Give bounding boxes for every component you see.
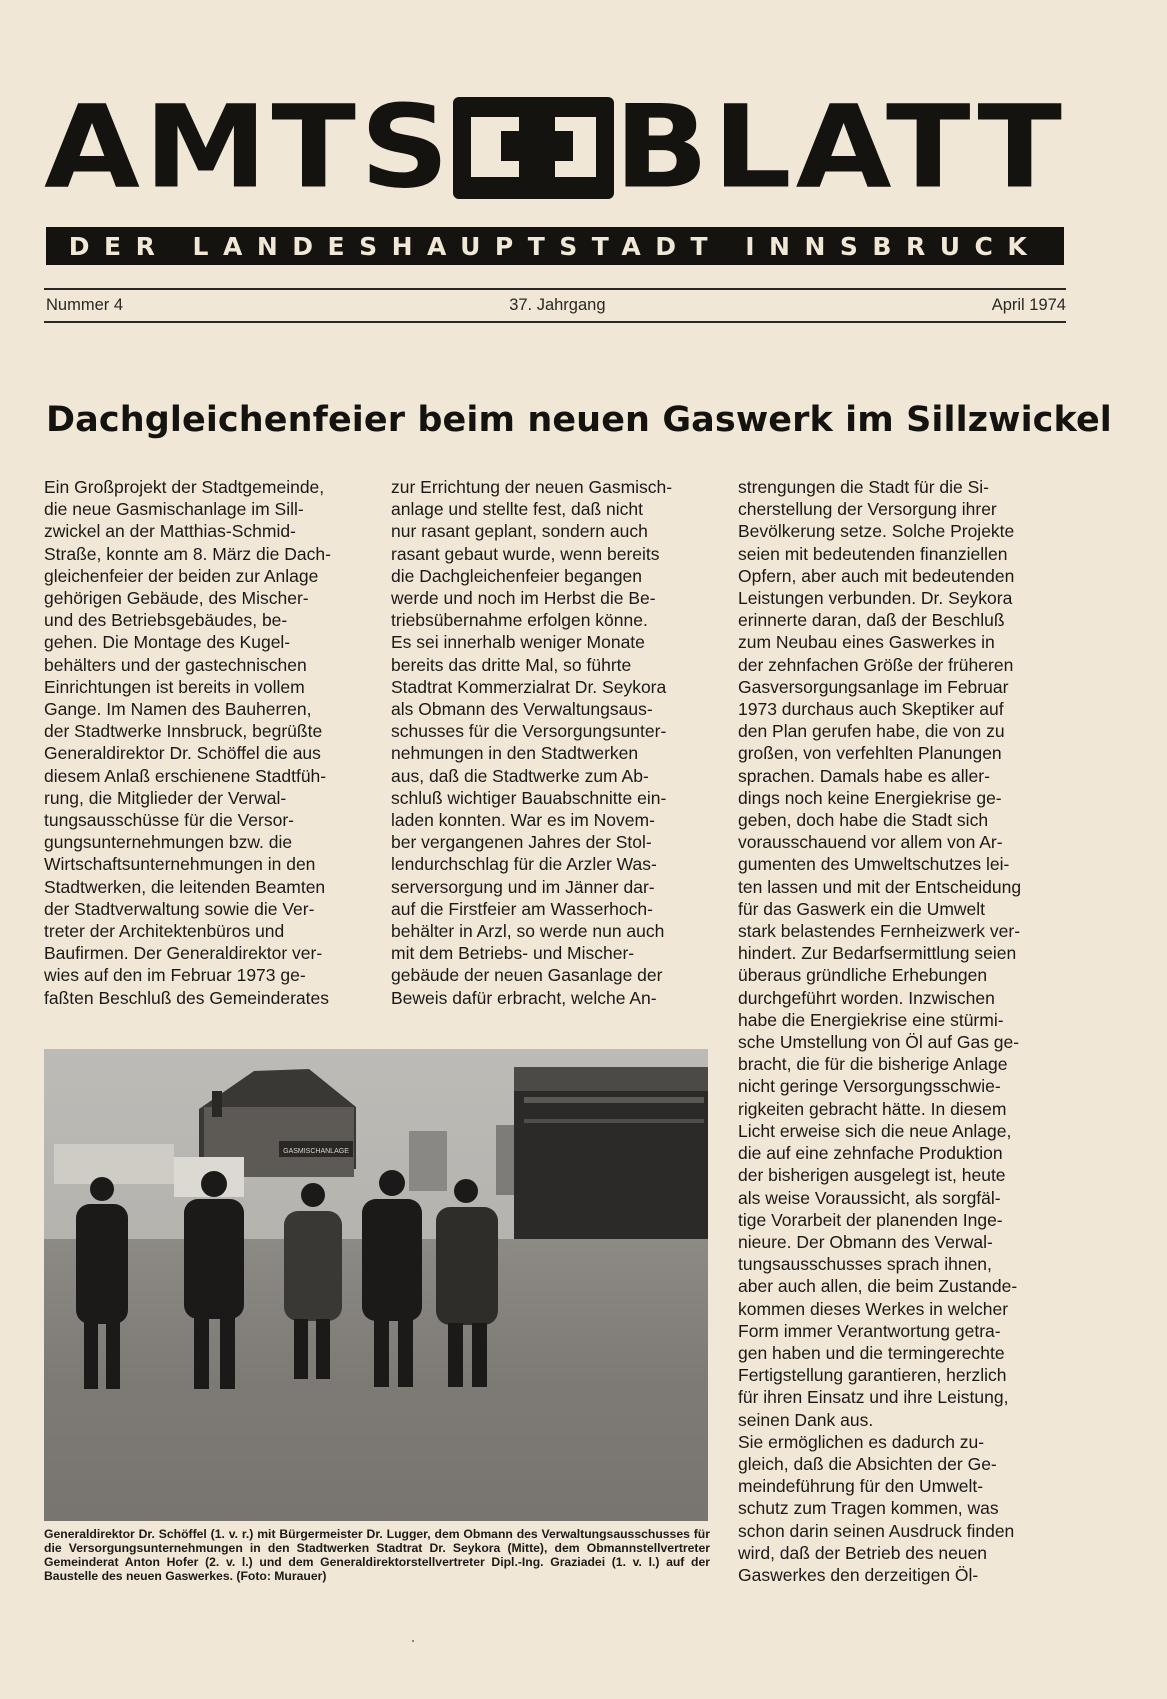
article-column-3: strengungen die Stadt für die Si- cherstellung der Versorgung ihrer Bevölkerung setze. Solche Projekte seien mit bedeutenden finanziellen Opfern, aber auch mit bedeutenden Leistungen verbunden. Dr. Seykora erinnerte daran, daß der Beschluß zum Neubau eines Gaswerkes in der zehnfachen Größe der früheren Gasversorgungsanlage im Februar 1973 durchaus auch Skeptiker auf den Plan gerufen habe, die von zu großen, von verfehlten Planungen sprachen. Damals habe es aller- dings noch keine Energiekrise ge- geben, doch habe die Stadt sich vorausschauend vor allem von Ar- gumenten des Umweltschutzes lei- ten lassen und mit der Entscheidung für das Gaswerk ein die Umwelt stark belastendes Fernheizwerk ver- hindert. Zur Bedarfsermittlung seien überaus gründliche Erhebungen durchgeführt worden. Inzwischen habe die Energiekrise eine stürmi- sche Umstellung von Öl auf Gas ge- bracht, die für die bisherige Anlage nicht geringe Versorgungsschwie- rigkeiten gebracht hätte. In diesem Licht erweise sich die neue Anlage, die auf eine zehnfache Produktion der bisherigen ausgelegt ist, heute als weise Voraussicht, als sorgfäl- tige Vorarbeit der planenden Inge- nieure. Der Obmann des Verwal- tungsausschusses sprach ihnen, aber auch allen, die beim Zustande- kommen dieses Werkes in welcher Form immer Verantwortung getra- gen haben und die termingerechte Fertigstellung garantieren, herzlich für ihren Einsatz und ihre Leistung, seinen Dank aus. Sie ermöglichen es dadurch zu- gleich, daß die Absichten der Ge- meindeführung für den Umwelt- schutz zum Tragen kommen, was schon darin seinen Ausdruck finden wird, daß der Betrieb des neuen Gaswerkes den derzeitigen Öl- [738,477,1022,1585]
paper-speck [412,1640,414,1642]
bottom-rule [44,321,1066,323]
article-column-1: Ein Großprojekt der Stadtgemeinde, die neue Gasmischanlage im Sill- zwickel an der Matthias-Schmid- Straße, konnte am 8. März die Dach- gleichenfeier der beiden zur Anlage gehörigen Gebäude, des Mischer- und des Betriebsgebäudes, be- gehen. Die Montage des Kugel- behälters und der gastechnischen Einrichtungen ist bereits in vollem Gange. Im Namen des Bauherren, der Stadtwerke Innsbruck, begrüßte Generaldirektor Dr. Schöffel die aus diesem Anlaß erschienene Stadtfüh- rung, die Mitglieder der Verwal- tungsausschüsse für die Versor- gungsunternehmungen bzw. die Wirtschaftsunternehmungen in den Stadtwerken, die leitenden Beamten der Stadtverwaltung sowie die Ver- treter der Architektenbüros und Baufirmen. Der Generaldirektor ver- wies auf den im Februar 1973 ge- faßten Beschluß des Gemeinderates [44,477,331,1008]
issue-info [46,296,1066,315]
coat-of-arms-icon [453,97,614,199]
masthead-word-left: AMTS [44,81,454,215]
masthead-subtitle: DER LANDESHAUPTSTADT INNSBRUCK [68,231,1042,261]
issue-volume: 37. Jahrgang [509,296,606,314]
construction-site-photo [44,1049,708,1521]
masthead-word-right: BLATT [614,81,1066,215]
masthead [44,81,1066,215]
issue-date: April 1974 [991,296,1066,314]
photo-sign: GASMISCHANLAGE [283,1148,349,1155]
article-headline: Dachgleichenfeier beim neuen Gaswerk im Sillzwickel [46,400,1112,440]
photo-caption: Generaldirektor Dr. Schöffel (1. v. r.) mit Bürgermeister Dr. Lugger, dem Obmann des Verwaltungsausschusses für die Versorgungsunternehmungen in den Stadtwerken Stadtrat Dr. Seykora (Mitte), dem Obmannstellvertreter Gemeinderat Anton Hofer (2. v. l.) und dem Generaldirektorstellvertreter Dipl.-Ing. Graziadei (1. v. l.) auf der Baustelle des neuen Gaswerkes. (Foto: Murauer) [44,1527,710,1583]
top-rule [44,288,1066,290]
masthead-subtitle-bar [46,227,1064,265]
issue-number: Nummer 4 [46,296,124,314]
article-column-2: zur Errichtung der neuen Gasmisch- anlage und stellte fest, daß nicht nur rasant geplant, sondern auch rasant gebaut wurde, wenn bereits die Dachgleichenfeier begangen werde und noch im Herbst die Be- triebsübernahme erfolgen könne. Es sei innerhalb weniger Monate bereits das dritte Mal, so führte Stadtrat Kommerzialrat Dr. Seykora als Obmann des Verwaltungsaus- schusses für die Versorgungsunter- nehmungen in den Stadtwerken aus, daß die Stadtwerke zum Ab- schluß wichtiger Bauabschnitte ein- laden konnten. War es im Novem- ber vergangenen Jahres der Stol- lendurchschlag für die Arzler Was- serversorgung und im Jänner dar- auf die Firstfeier am Wasserhoch- behälter in Arzl, so werde nun auch mit dem Betriebs- und Mischer- gebäude der neuen Gasanlage der Beweis dafür erbracht, welche An- [391,477,673,1008]
